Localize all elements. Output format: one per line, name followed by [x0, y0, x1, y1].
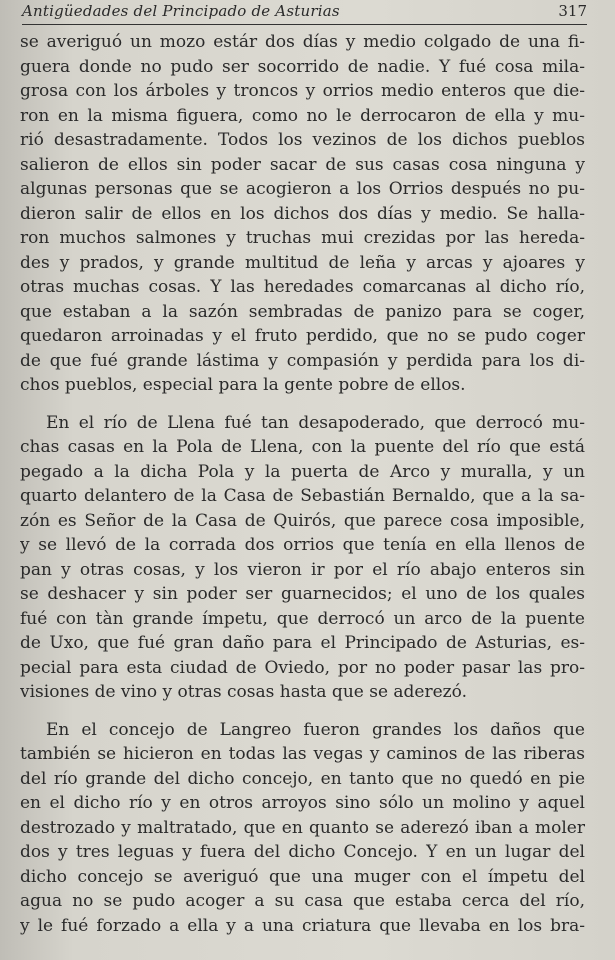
paragraph [20, 30, 585, 398]
text-line: pegado a la dicha Pola y la puerta de Arco y muralla, y un [20, 461, 585, 482]
running-title: Antigüedades del Principado de Asturias [22, 2, 340, 20]
text-line: quarto delantero de la Casa de Sebastián Bernaldo, que a la sa- [20, 486, 585, 506]
text-line: del río grande del dicho concejo, en tanto que no quedó en pie [20, 768, 585, 789]
text-line: ron en la misma figuera, como no le derrocaron de ella y mu- [20, 105, 585, 126]
paragraph [20, 718, 585, 939]
text-line: dicho concejo se averiguó que una muger con el ímpetu del [20, 866, 585, 887]
text-line: dos y tres leguas y fuera del dicho Concejo. Y en un lugar del [20, 842, 585, 862]
text-line: En el concejo de Langreo fueron grandes los daños que [46, 719, 585, 740]
text-line: chos pueblos, especial para la gente pobre de ellos. [20, 375, 466, 395]
text-line: destrozado y maltratado, que en quanto se aderezó iban a moler [20, 817, 585, 838]
text-line: de Uxo, que fué gran daño para el Principado de Asturias, es- [20, 633, 585, 653]
text-line: grosa con los árboles y troncos y orrios medio enteros que die- [20, 81, 585, 101]
text-line: salieron de ellos sin poder sacar de sus casas cosa ninguna y [20, 154, 585, 175]
paragraph [20, 411, 585, 705]
paragraph-gap [20, 705, 585, 718]
text-line: pan y otras cosas, y los vieron ir por el río abajo enteros sin [20, 559, 585, 580]
text-line: en el dicho río y en otros arroyos sino sólo un molino y aquel [20, 793, 585, 813]
text-line: se averiguó un mozo estár dos días y medio colgado de una fi- [20, 32, 585, 52]
text-line: y se llevó de la corrada dos orrios que tenía en ella llenos de [20, 535, 585, 555]
text-line: quedaron arroinadas y el fruto perdido, que no se pudo coger [20, 326, 585, 346]
text-line: En el río de Llena fué tan desapoderado, que derrocó mu- [46, 412, 585, 433]
text-line: agua no se pudo acoger a su casa que estaba cerca del río, [20, 891, 585, 911]
text-line: fué con tàn grande ímpetu, que derrocó un arco de la puente [20, 608, 585, 629]
text-line: dieron salir de ellos en los dichos dos días y medio. Se halla- [20, 203, 585, 224]
text-line: zón es Señor de la Casa de Quirós, que parece cosa imposible, [20, 510, 585, 531]
text-line: ron muchos salmones y truchas mui crezidas por las hereda- [20, 228, 585, 248]
text-line: se deshacer y sin poder ser guarnecidos; el uno de los quales [20, 584, 585, 604]
text-line: que estaban a la sazón sembradas de panizo para se coger, [20, 301, 585, 322]
text-line: también se hicieron en todas las vegas y caminos de las riberas [20, 744, 585, 764]
text-line: y le fué forzado a ella y a una criatura que llevaba en los bra- [20, 915, 585, 936]
text-line: otras muchas cosas. Y las heredades comarcanas al dicho río, [20, 277, 585, 297]
text-line: rió desastradamente. Todos los vezinos de los dichos pueblos [20, 130, 585, 150]
text-line: visiones de vino y otras cosas hasta que se aderezó. [20, 682, 467, 702]
text-line: de que fué grande lástima y compasión y perdida para los di- [20, 350, 585, 371]
body-text [20, 30, 585, 938]
text-line: guera donde no pudo ser socorrido de nadie. Y fué cosa mila- [20, 56, 585, 77]
paragraph-gap [20, 398, 585, 411]
text-line: chas casas en la Pola de Llena, con la puente del río que está [20, 437, 585, 457]
text-line: algunas personas que se acogieron a los Orrios después no pu- [20, 179, 585, 199]
page-number: 317 [558, 2, 587, 20]
text-line: des y prados, y grande multitud de leña y arcas y ajoares y [20, 252, 585, 273]
text-line: pecial para esta ciudad de Oviedo, por no poder pasar las pro- [20, 657, 585, 678]
page-header [22, 0, 587, 25]
